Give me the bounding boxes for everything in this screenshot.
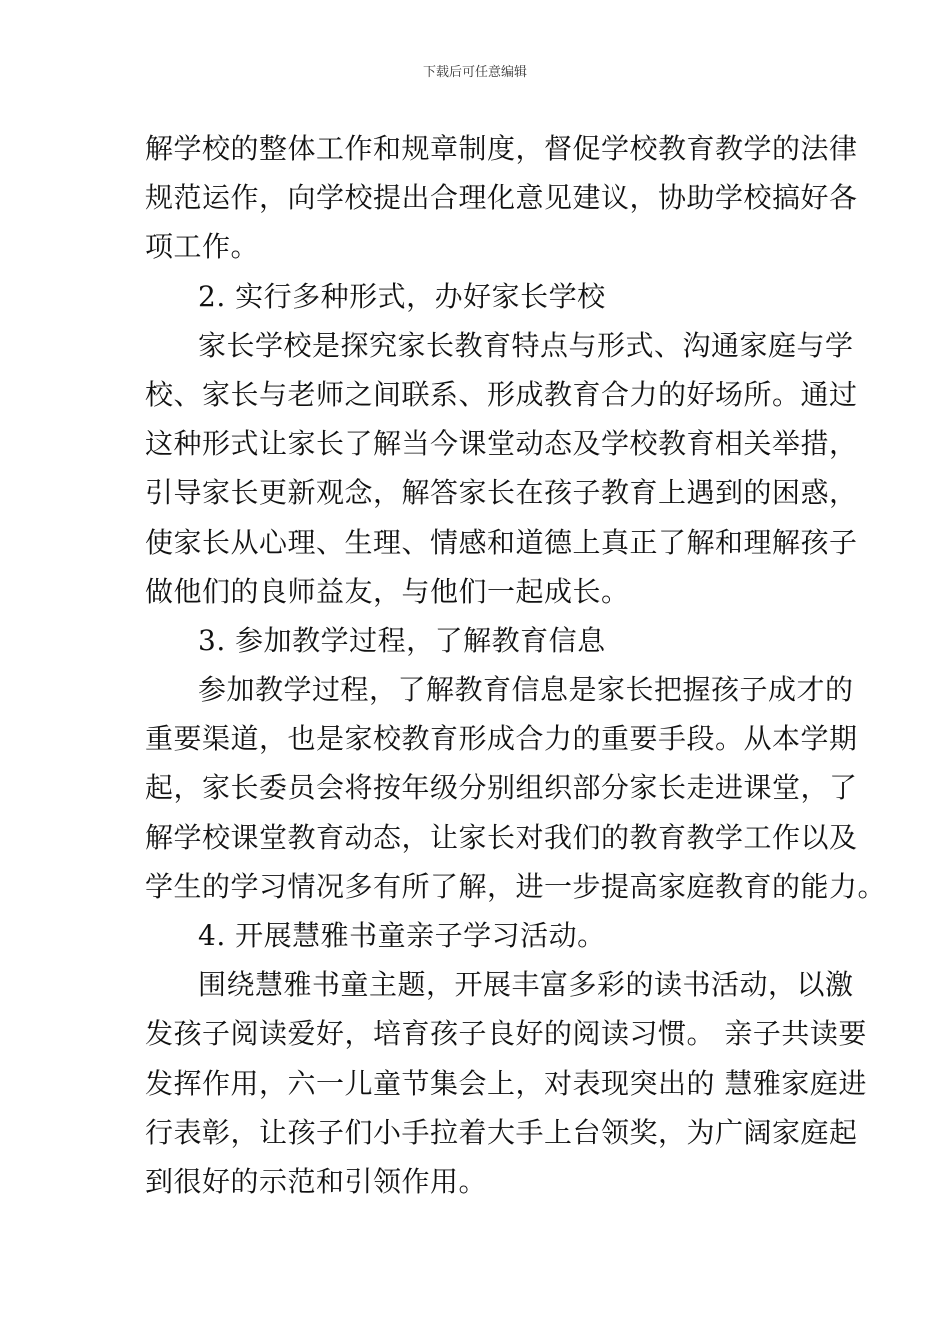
body-line: 重要渠道，也是家校教育形成合力的重要手段。从本学期 bbox=[145, 722, 858, 756]
body-line: 解学校的整体工作和规章制度，督促学校教育教学的法律 bbox=[145, 132, 858, 165]
section-heading: 4. 开展慧雅书童亲子学习活动。 bbox=[198, 919, 606, 952]
body-line: 学生的学习情况多有所了解，进一步提高家庭教育的能力。 bbox=[145, 869, 887, 903]
page-header-note: 下载后可任意编辑 bbox=[422, 65, 527, 80]
body-line: 引导家长更新观念，解答家长在孩子教育上遇到的困惑， bbox=[145, 476, 858, 510]
body-line: 发孩子阅读爱好，培育孩子良好的阅读习惯。 亲子共读要 bbox=[145, 1017, 867, 1051]
body-line: 解学校课堂教育动态，让家长对我们的教育教学工作以及 bbox=[145, 820, 858, 854]
section-heading: 3. 参加教学过程，了解教育信息 bbox=[198, 623, 606, 657]
body-line: 这种形式让家长了解当今课堂动态及学校教育相关举措， bbox=[145, 427, 858, 461]
body-line: 起，家长委员会将按年级分别组织部分家长走进课堂，了 bbox=[145, 771, 858, 805]
body-line: 家长学校是探究家长教育特点与形式、沟通家庭与学 bbox=[198, 328, 854, 362]
body-line: 项工作。 bbox=[145, 230, 260, 264]
body-line: 到很好的示范和引领作用。 bbox=[145, 1164, 488, 1198]
document-body bbox=[145, 124, 887, 1206]
body-line: 使家长从心理、生理、情感和道德上真正了解和理解孩子 bbox=[145, 525, 858, 559]
body-line: 行表彰，让孩子们小手拉着大手上台领奖，为广阔家庭起 bbox=[145, 1115, 858, 1149]
body-line: 参加教学过程，了解教育信息是家长把握孩子成才的 bbox=[198, 673, 854, 707]
body-line: 做他们的良师益友，与他们一起成长。 bbox=[145, 574, 630, 608]
body-line: 规范运作，向学校提出合理化意见建议，协助学校搞好各 bbox=[145, 181, 858, 215]
section-heading: 2. 实行多种形式，办好家长学校 bbox=[198, 279, 606, 313]
body-line: 校、家长与老师之间联系、形成教育合力的好场所。通过 bbox=[145, 377, 858, 411]
body-line: 发挥作用，六一儿童节集会上，对表现突出的 慧雅家庭进 bbox=[145, 1066, 867, 1100]
body-line: 围绕慧雅书童主题，开展丰富多彩的读书活动，以激 bbox=[198, 968, 854, 1002]
